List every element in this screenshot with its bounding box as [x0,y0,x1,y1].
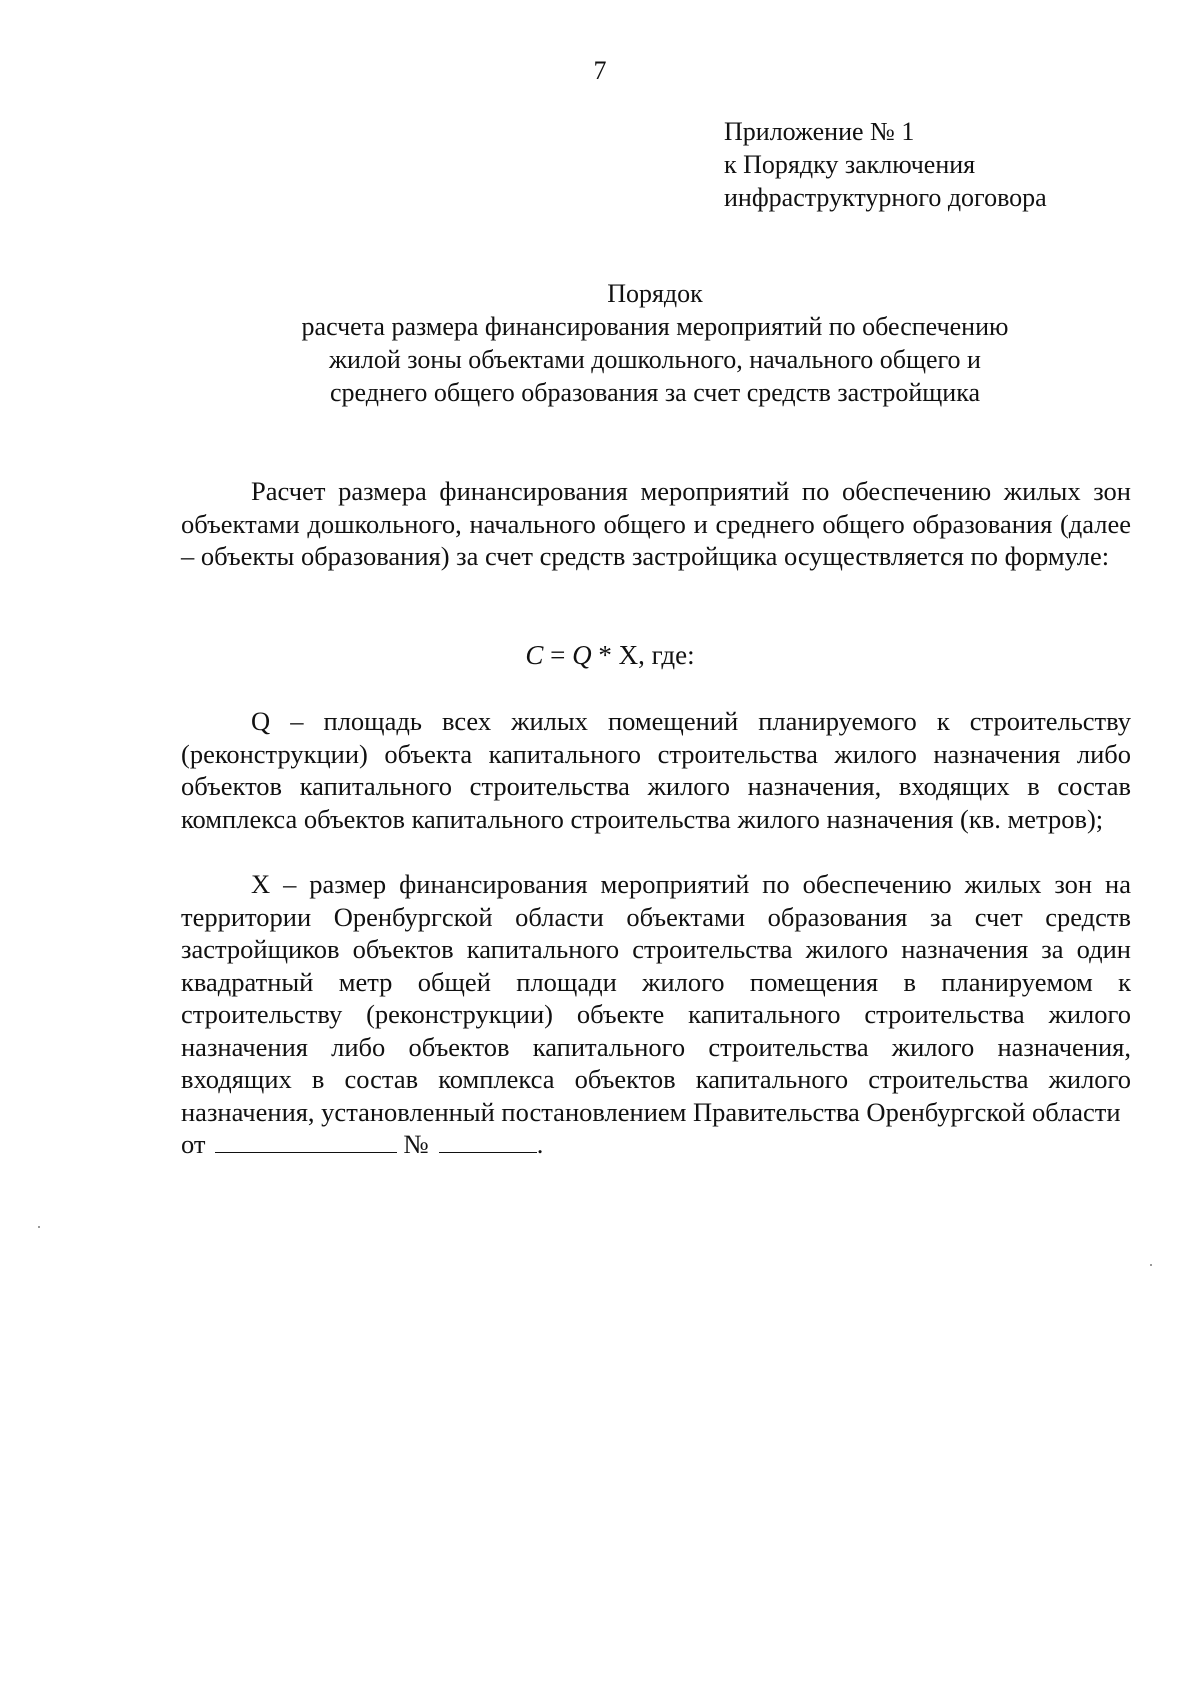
page-number: 7 [593,56,607,85]
title-line-3: жилой зоны объектами дошкольного, начального общего и [329,345,981,374]
title-line-1: Порядок [607,279,703,308]
formula-rest: * X, где: [591,640,695,670]
date-blank-line [215,1130,397,1153]
formula-lhs: C [525,640,544,670]
scan-artifact [38,1226,40,1228]
definition-x-paragraph [181,868,1131,1161]
number-blank-line [439,1130,537,1153]
formula [0,640,1200,671]
intro-paragraph-text: Расчет размера финансирования мероприятий по обеспечению жилых зон объектами дошкольного, начального общего и среднего общего образования (далее – объекты образования) за счет средств застройщика осуществляется по формуле: [181,476,1131,571]
resolution-reference-line [181,1128,1131,1161]
from-label: от [181,1129,206,1159]
annex-line-2: к Порядку заключения [724,150,976,179]
definition-q-text: Q – площадь всех жилых помещений планируемого к строительству (реконструкции) объекта капитального строительства жилого назначения либо объектов капитального строительства жилого назначения, входящих в состав комплекса объектов капитального строительства жилого назначения (кв. метров); [181,706,1131,834]
title-line-2: расчета размера финансирования мероприятий по обеспечению [301,312,1009,341]
intro-paragraph [181,475,1131,573]
definition-q-paragraph [181,705,1131,835]
annex-line-1: Приложение № 1 [724,117,915,146]
scan-artifact [1150,1264,1152,1266]
annex-header [724,115,1047,214]
definition-x-text: X – размер финансирования мероприятий по обеспечению жилых зон на территории Оренбургской области объектами образования за счет средств застройщиков объектов капитального строительства жилого назначения за один квадратный метр общей площади жилого помещения в планируемом к строительству (реконструкции) объекте капитального строительства жилого назначения либо объектов капитального строительства жилого назначения, входящих в состав комплекса объектов капитального строительства жилого назначения, установленный постановлением Правительства Оренбургской области [181,869,1131,1127]
title-line-4: среднего общего образования за счет средств застройщика [330,378,980,407]
formula-q: Q [572,640,592,670]
document-title [200,277,1110,409]
annex-line-3: инфраструктурного договора [724,183,1047,212]
formula-equals: = [543,640,573,670]
reference-end: . [536,1129,544,1159]
number-label: № [403,1129,429,1159]
